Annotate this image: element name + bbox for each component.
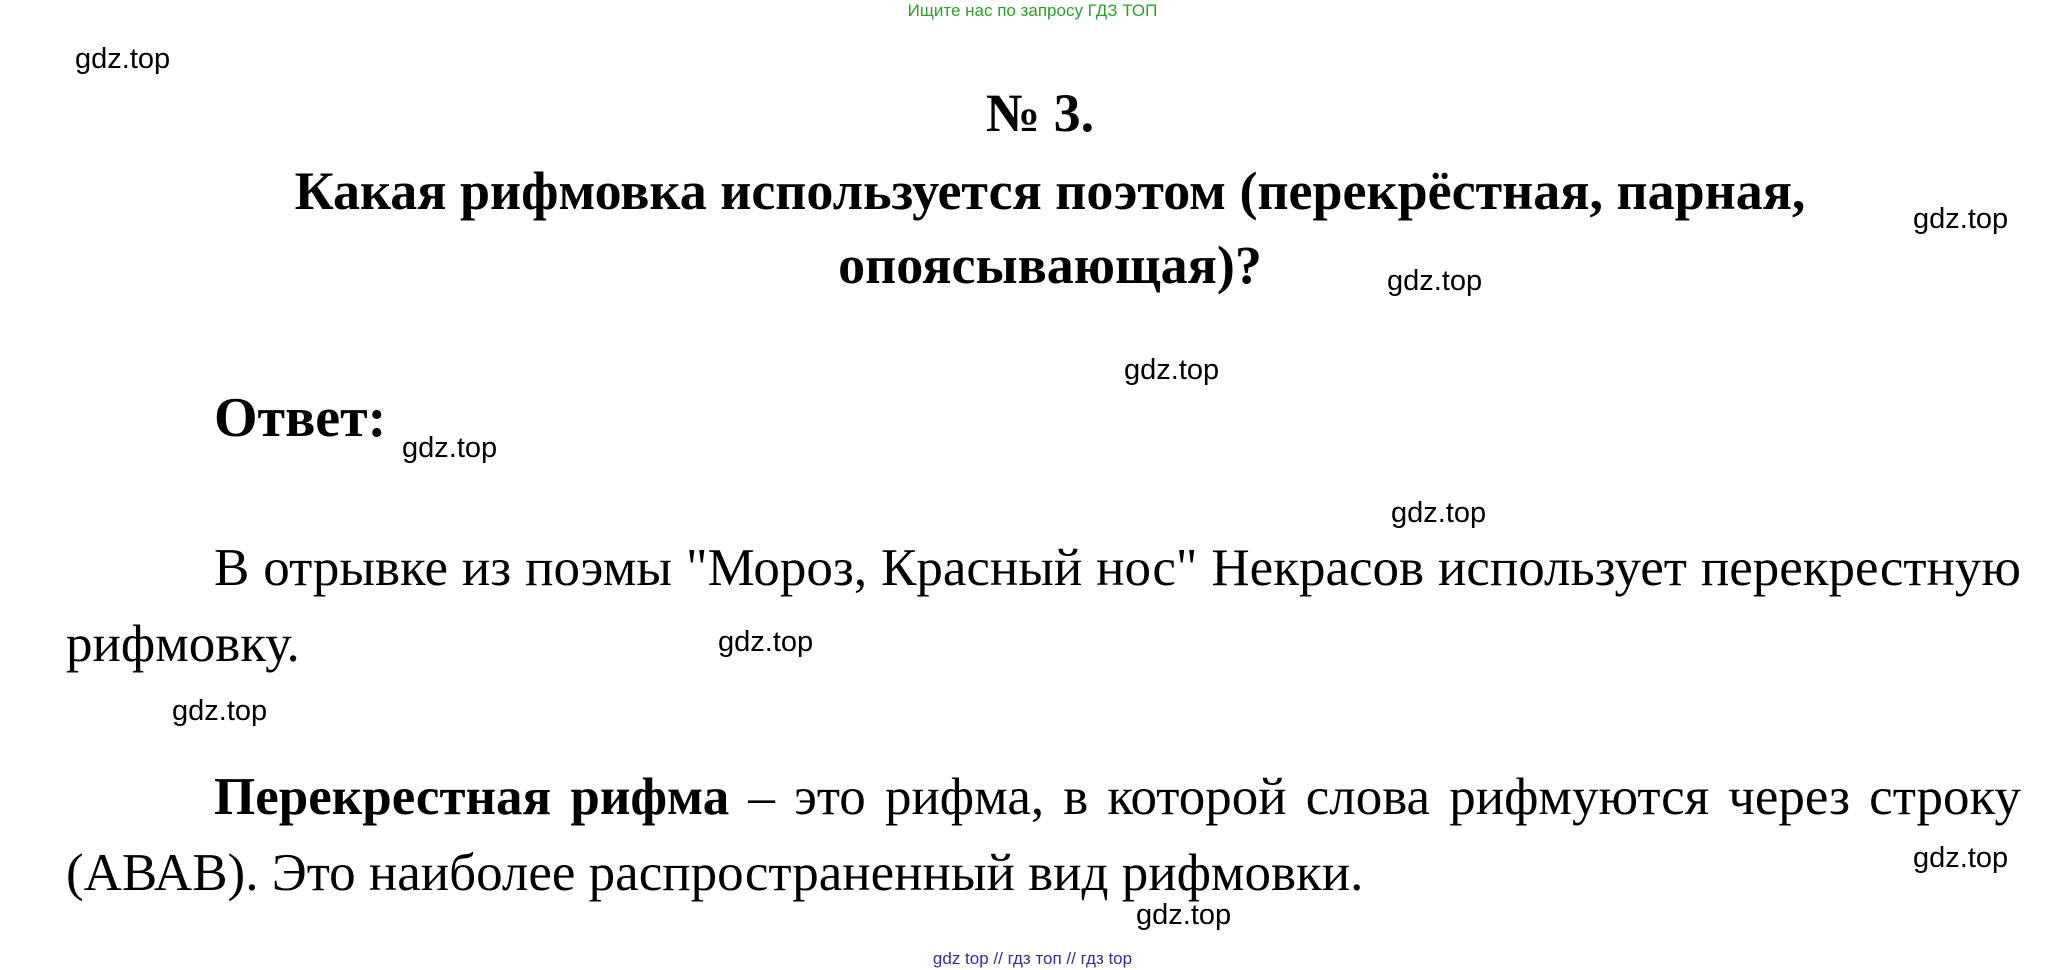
defined-term: Перекрестная рифма: [214, 768, 730, 826]
watermark: gdz.top: [75, 43, 171, 75]
answer-heading: Ответ:: [214, 387, 387, 449]
definition-paragraph: [66, 759, 2021, 911]
search-banner[interactable]: Ищите нас по запросу ГДЗ ТОП: [907, 1, 1158, 20]
watermark: gdz.top: [718, 626, 814, 658]
watermark: gdz.top: [1391, 497, 1487, 529]
task-question: Какая рифмовка используется поэтом (перекрёстная, парная, опоясывающая)?: [294, 161, 1806, 295]
definition-text: – это рифма, в которой слова рифмуются через строку (АВАВ). Это наиболее распространенный вид рифмовки.: [66, 768, 2021, 902]
watermark: gdz.top: [1913, 203, 2009, 235]
watermark: gdz.top: [1136, 899, 1232, 931]
watermark: gdz.top: [1124, 354, 1220, 386]
watermark: gdz.top: [172, 695, 268, 727]
watermark: gdz.top: [1913, 842, 2009, 874]
task-number: № 3.: [985, 83, 1095, 143]
footer-links[interactable]: gdz top // гдз топ // гдз top: [932, 949, 1133, 968]
watermark: gdz.top: [1387, 265, 1483, 297]
watermark: gdz.top: [402, 432, 498, 464]
answer-paragraph: В отрывке из поэмы "Мороз, Красный нос" Некрасов использует перекрестную рифмовку.: [66, 539, 2021, 673]
